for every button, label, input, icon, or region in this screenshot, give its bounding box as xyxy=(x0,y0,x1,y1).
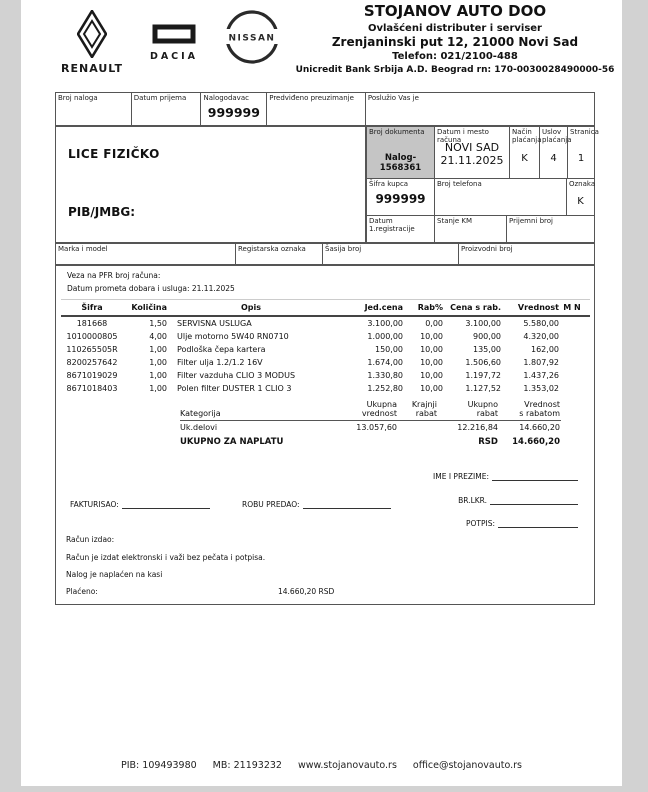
nacin-value: K xyxy=(521,153,528,164)
item-price: 1.000,00 xyxy=(367,332,403,341)
item-mn xyxy=(559,330,585,343)
field-broj-telefona xyxy=(435,179,567,215)
field-label: Proizvodni broj xyxy=(461,245,513,253)
field-oznaka xyxy=(567,179,594,215)
company-address: Zrenjaninski put 12, 21000 Novi Sad xyxy=(331,35,579,49)
nalogodavac-value: 999999 xyxy=(207,105,260,120)
total-label: UKUPNO ZA NAPLATU xyxy=(180,437,284,447)
item-desc: Filter ulja 1.2/1.2 16V xyxy=(177,358,263,367)
field-prijemni-broj xyxy=(507,216,594,242)
col-mn: M N xyxy=(563,303,581,312)
mesto-value: NOVI SAD xyxy=(444,141,500,154)
field-datum-registracije xyxy=(367,216,435,242)
page-footer xyxy=(21,760,622,771)
signature-line xyxy=(122,500,210,509)
company-header xyxy=(275,2,635,75)
sig-robu-predao xyxy=(242,500,391,509)
dacia-link-icon xyxy=(150,29,198,48)
document-info-grid xyxy=(366,126,599,243)
field-sasija-broj xyxy=(323,244,459,264)
item-qty: 1,00 xyxy=(149,384,167,393)
svg-text:NISSAN: NISSAN xyxy=(228,33,276,44)
invoice-body-box xyxy=(55,265,595,605)
row-value: 14.660,20 xyxy=(519,423,560,432)
row-value xyxy=(397,421,437,435)
invoice-page xyxy=(21,0,622,786)
field-label: Datum prijema xyxy=(133,94,187,102)
sig-potpis xyxy=(386,519,578,528)
item-price-rab: 1.197,72 xyxy=(465,371,501,380)
nissan-circle-icon xyxy=(223,33,281,70)
item-mn xyxy=(559,369,585,382)
col-cenasrab: Cena s rab. xyxy=(450,303,501,312)
sifra-kupca-value: 999999 xyxy=(375,192,426,206)
header-line: Ukupno xyxy=(467,400,498,409)
currency-label: RSD xyxy=(478,437,498,447)
field-broj-naloga xyxy=(56,93,132,125)
item-value: 1.807,92 xyxy=(523,358,559,367)
field-label: Nalogodavac xyxy=(203,94,249,102)
broj-dokumenta-value: Nalog-1568361 xyxy=(379,153,422,173)
col-rab: Rab% xyxy=(417,303,443,312)
uslov-value: 4 xyxy=(550,153,557,164)
field-label: Stanje KM xyxy=(437,217,473,225)
field-stanje-km xyxy=(435,216,507,242)
field-datum-prijema xyxy=(132,93,202,125)
note-racun-izdao: Račun izdao: xyxy=(66,535,115,544)
item-qty: 1,00 xyxy=(149,371,167,380)
field-label: Broj telefona xyxy=(437,180,482,188)
note-nalog-naplacen: Nalog je naplaćen na kasi xyxy=(66,570,163,579)
item-rab: 10,00 xyxy=(420,384,443,393)
company-subtitle: Ovlašćeni distributer i serviser xyxy=(367,23,542,34)
field-predvidjeno-preuzimanje xyxy=(267,93,366,125)
sig-label: ROBU PREDAO: xyxy=(242,500,300,509)
dacia-wordmark: DACIA xyxy=(149,51,199,62)
totals-row-ukupno xyxy=(180,435,561,450)
row-value: 12.216,84 xyxy=(457,423,498,432)
col-vrednost-s-rabatom xyxy=(498,400,560,418)
item-mn xyxy=(559,317,585,330)
item-value: 1.353,02 xyxy=(523,384,559,393)
pfr-line: Veza na PFR broj računa: xyxy=(67,271,161,280)
field-label: Predviđeno preuzimanje xyxy=(269,94,354,102)
header-line: rabat xyxy=(476,409,498,418)
sig-label: POTPIS: xyxy=(465,519,495,528)
row-value: 13.057,60 xyxy=(356,423,397,432)
col-krajnji-rabat xyxy=(397,400,437,418)
renault-wordmark: RENAULT xyxy=(61,62,123,75)
field-label: Broj naloga xyxy=(58,94,98,102)
field-nalogodavac xyxy=(201,93,267,125)
field-proizvodni-broj xyxy=(459,244,594,264)
sig-label: BR.LKR. xyxy=(458,496,487,505)
item-price-rab: 900,00 xyxy=(473,332,501,341)
item-price: 150,00 xyxy=(375,345,403,354)
field-uslov-placanja xyxy=(540,127,572,178)
col-vrednost: Vrednost xyxy=(517,303,559,312)
field-label: Oznaka xyxy=(569,180,596,188)
company-bank-account: Unicredit Bank Srbija A.D. Beograd rn: 170-0030028490000-56 xyxy=(295,65,615,75)
oznaka-value: K xyxy=(577,196,584,207)
item-desc: SERVISNA USLUGA xyxy=(177,319,252,328)
signature-line xyxy=(490,496,578,505)
item-code: 8671019029 xyxy=(66,371,118,380)
item-value: 4.320,00 xyxy=(523,332,559,341)
item-price: 1.674,00 xyxy=(367,358,403,367)
sig-brlkr xyxy=(386,496,578,505)
item-price-rab: 1.127,52 xyxy=(465,384,501,393)
customer-pib-label: PIB/JMBG: xyxy=(68,205,135,219)
items-table-header xyxy=(61,299,590,317)
item-price-rab: 135,00 xyxy=(473,345,501,354)
renault-logo xyxy=(57,10,127,75)
item-desc: Podloška čepa kartera xyxy=(177,345,266,354)
item-rab: 10,00 xyxy=(420,358,443,367)
item-price: 1.330,80 xyxy=(367,371,403,380)
signature-line xyxy=(303,500,391,509)
order-header-row xyxy=(55,92,595,126)
table-row xyxy=(61,343,590,356)
col-ukupno-rabat xyxy=(437,400,498,418)
dacia-logo xyxy=(143,24,205,62)
stranica-value: 1 xyxy=(577,153,585,164)
header-line: s rabatom xyxy=(519,409,560,418)
field-nacin-placanja xyxy=(510,127,540,178)
item-price: 3.100,00 xyxy=(367,319,403,328)
item-mn xyxy=(559,356,585,369)
field-label: Datum i mesto računa xyxy=(437,128,489,144)
item-value: 1.437,26 xyxy=(523,371,559,380)
item-qty: 4,00 xyxy=(149,332,167,341)
item-rab: 10,00 xyxy=(420,332,443,341)
item-code: 181668 xyxy=(76,319,108,328)
item-mn xyxy=(559,343,585,356)
nissan-logo xyxy=(221,8,283,70)
item-code: 8200257642 xyxy=(66,358,118,367)
promet-line: Datum prometa dobara i usluga: 21.11.2025 xyxy=(67,284,235,293)
field-marka-model xyxy=(56,244,236,264)
sig-ime-prezime xyxy=(386,472,578,481)
table-row xyxy=(61,330,590,343)
item-value: 162,00 xyxy=(531,345,559,354)
item-rab: 10,00 xyxy=(420,371,443,380)
item-rab: 10,00 xyxy=(420,345,443,354)
field-label: Poslužio Vas je xyxy=(367,94,419,102)
col-ukupna-vrednost xyxy=(310,400,397,418)
signature-line xyxy=(498,519,578,528)
customer-box xyxy=(55,126,366,243)
table-row xyxy=(61,382,590,395)
table-row xyxy=(61,369,590,382)
field-label: Uslov plaćanja xyxy=(542,128,572,144)
row-label: Uk.delovi xyxy=(180,423,218,432)
spacer xyxy=(397,435,437,450)
footer-email: office@stojanovauto.rs xyxy=(412,760,522,771)
footer-pib: PIB: 109493980 xyxy=(121,760,197,771)
field-label: Broj dokumenta xyxy=(369,128,425,136)
field-label: Šasija broj xyxy=(325,245,362,253)
col-opis: Opis xyxy=(240,303,262,312)
sig-label: IME I PREZIME: xyxy=(433,472,489,481)
totals-table xyxy=(180,400,561,450)
field-broj-dokumenta xyxy=(367,127,435,178)
col-kolicina: Količina xyxy=(131,303,167,312)
item-desc: Polen filter DUSTER 1 CLIO 3 xyxy=(177,384,292,393)
datum-value: 21.11.2025 xyxy=(440,154,504,167)
items-table xyxy=(61,299,590,395)
item-mn xyxy=(559,382,585,395)
field-label: Datum 1.registracije xyxy=(369,217,415,233)
col-jedcena: Jed.cena xyxy=(364,303,403,312)
item-qty: 1,50 xyxy=(149,319,167,328)
field-label: Prijemni broj xyxy=(509,217,553,225)
renault-diamond-icon xyxy=(77,43,107,62)
field-label: Šifra kupca xyxy=(369,180,409,188)
field-label: Registarska oznaka xyxy=(238,245,306,253)
item-code: 110265505R xyxy=(66,345,118,354)
field-label: Stranica xyxy=(570,128,599,136)
header-line: rabat xyxy=(415,409,437,418)
item-desc: Ulje motorno 5W40 RN0710 xyxy=(177,332,289,341)
item-qty: 1,00 xyxy=(149,358,167,367)
field-label: Marka i model xyxy=(58,245,108,253)
company-phone: Telefon: 021/2100-488 xyxy=(392,51,518,62)
customer-name: LICE FIZIČKO xyxy=(68,147,160,161)
field-posluzio-vas-je xyxy=(366,93,594,125)
table-row xyxy=(61,317,590,330)
field-registarska-oznaka xyxy=(236,244,323,264)
sig-fakturisao xyxy=(70,500,210,509)
footer-website: www.stojanovauto.rs xyxy=(297,760,397,771)
header-line: Ukupna xyxy=(366,400,397,409)
table-row xyxy=(61,356,590,369)
item-value: 5.580,00 xyxy=(523,319,559,328)
item-code: 8671018403 xyxy=(66,384,118,393)
item-desc: Filter vazduha CLIO 3 MODUS xyxy=(177,371,296,380)
item-price-rab: 1.506,60 xyxy=(465,358,501,367)
item-rab: 0,00 xyxy=(425,319,443,328)
item-code: 1010000805 xyxy=(66,332,118,341)
field-sifra-kupca xyxy=(367,179,435,215)
sig-label: FAKTURISAO: xyxy=(70,500,119,509)
placeno-label: Plaćeno: xyxy=(66,587,98,596)
footer-mb: MB: 21193232 xyxy=(212,760,282,771)
field-label: Način plaćanja xyxy=(512,128,542,144)
totals-header xyxy=(180,400,561,421)
field-stranica xyxy=(568,127,599,178)
total-value: 14.660,20 xyxy=(512,437,560,447)
note-elektronski: Račun je izdat elektronski i važi bez pečata i potpisa. xyxy=(66,553,266,562)
signature-line xyxy=(492,472,578,481)
header-line: vrednost xyxy=(361,409,397,418)
item-price: 1.252,80 xyxy=(367,384,403,393)
item-qty: 1,00 xyxy=(149,345,167,354)
item-price-rab: 3.100,00 xyxy=(465,319,501,328)
placeno-value: 14.660,20 RSD xyxy=(278,587,335,596)
col-sifra: Šifra xyxy=(81,303,103,312)
company-name: STOJANOV AUTO DOO xyxy=(363,2,547,20)
field-datum-mesto-racuna xyxy=(435,127,510,178)
vehicle-row xyxy=(55,243,595,265)
kategorija-label: Kategorija xyxy=(180,409,221,418)
header-line: Vrednost xyxy=(524,400,560,409)
totals-row-delovi xyxy=(180,421,561,435)
header-line: Krajnji xyxy=(411,400,437,409)
